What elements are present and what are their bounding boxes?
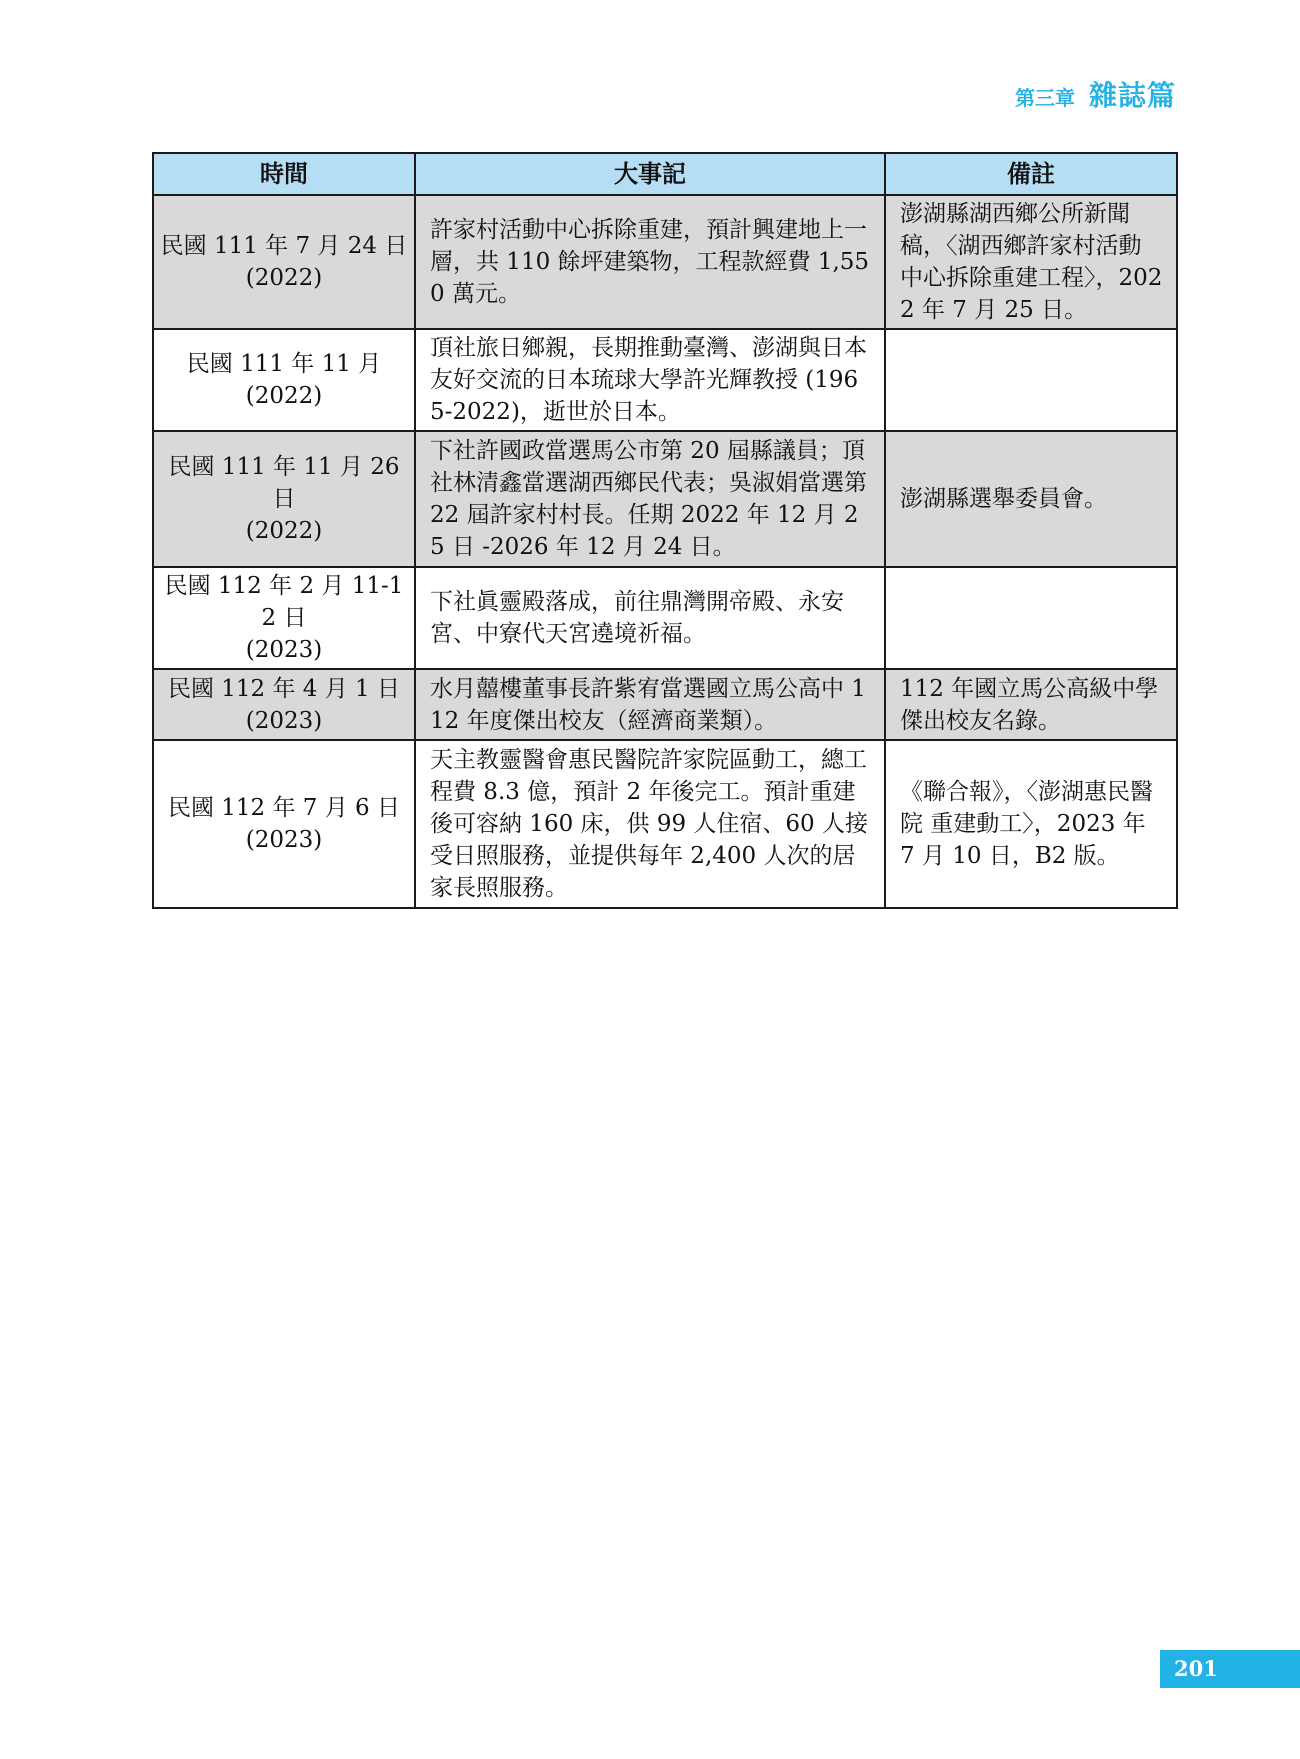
chapter-number: 第三章 [1014, 86, 1075, 110]
time-date: 民國 111 年 11 月 26 日 [168, 454, 400, 512]
note-cell [885, 567, 1177, 669]
time-date: 民國 112 年 2 月 11-12 日 [164, 573, 404, 631]
time-cell [153, 669, 415, 740]
note-cell: 澎湖縣湖西鄉公所新聞稿，〈湖西鄉許家村活動中心拆除重建工程〉，2022 年 7 月 25 日。 [885, 195, 1177, 329]
event-cell: 下社許國政當選馬公市第 20 屆縣議員；頂社林清鑫當選湖西鄉民代表；吳淑娟當選第 22 屆許家村村長。任期 2022 年 12 月 25 日 -2026 年 12 月 24 日。 [415, 431, 885, 567]
table-row [153, 740, 1177, 908]
table-header-row [153, 153, 1177, 195]
time-year: (2023) [245, 827, 323, 853]
chronicle-table [152, 152, 1178, 909]
column-header-time: 時間 [153, 153, 415, 195]
time-year: (2022) [245, 518, 323, 544]
column-header-note: 備註 [885, 153, 1177, 195]
chapter-title: 雜誌篇 [1088, 79, 1176, 112]
event-cell: 水月囍樓董事長許紫宥當選國立馬公高中 112 年度傑出校友（經濟商業類）。 [415, 669, 885, 740]
table-row [153, 329, 1177, 431]
time-cell [153, 195, 415, 329]
event-cell: 許家村活動中心拆除重建，預計興建地上一層，共 110 餘坪建築物，工程款經費 1,550 萬元。 [415, 195, 885, 329]
table-row [153, 195, 1177, 329]
table-row [153, 669, 1177, 740]
time-year: (2023) [245, 707, 323, 734]
event-cell: 下社眞靈殿落成，前往鼎灣開帝殿、永安宮、中寮代天宮遶境祈福。 [415, 567, 885, 669]
event-cell: 天主教靈醫會惠民醫院許家院區動工，總工程費 8.3 億，預計 2 年後完工。預計重建後可容納 160 床，供 99 人住宿、60 人接受日照服務，並提供每年 2,400 人次的居家長照服務。 [415, 740, 885, 908]
time-cell [153, 740, 415, 908]
time-cell [153, 431, 415, 567]
time-cell [153, 329, 415, 431]
table-row [153, 431, 1177, 567]
time-year: (2023) [245, 637, 323, 663]
time-date: 民國 112 年 7 月 6 日 [167, 795, 401, 821]
time-year: (2022) [245, 383, 323, 409]
running-header [1015, 74, 1176, 114]
note-cell: 澎湖縣選舉委員會。 [885, 431, 1177, 567]
page-number: 201 [1160, 1650, 1300, 1688]
event-cell: 頂社旅日鄉親，長期推動臺灣、澎湖與日本友好交流的日本琉球大學許光輝教授 (1965-2022)，逝世於日本。 [415, 329, 885, 431]
time-date: 民國 111 年 7 月 24 日 [160, 233, 408, 259]
note-cell: 112 年國立馬公高級中學傑出校友名錄。 [885, 669, 1177, 740]
time-cell [153, 567, 415, 669]
time-year: (2022) [245, 265, 323, 291]
column-header-event: 大事記 [415, 153, 885, 195]
note-cell: 《聯合報》，〈澎湖惠民醫院 重建動工〉，2023 年 7 月 10 日，B2 版。 [885, 740, 1177, 908]
time-date: 民國 112 年 4 月 1 日 [167, 675, 401, 702]
time-date: 民國 111 年 11 月 [186, 351, 382, 377]
note-cell [885, 329, 1177, 431]
table-row [153, 567, 1177, 669]
